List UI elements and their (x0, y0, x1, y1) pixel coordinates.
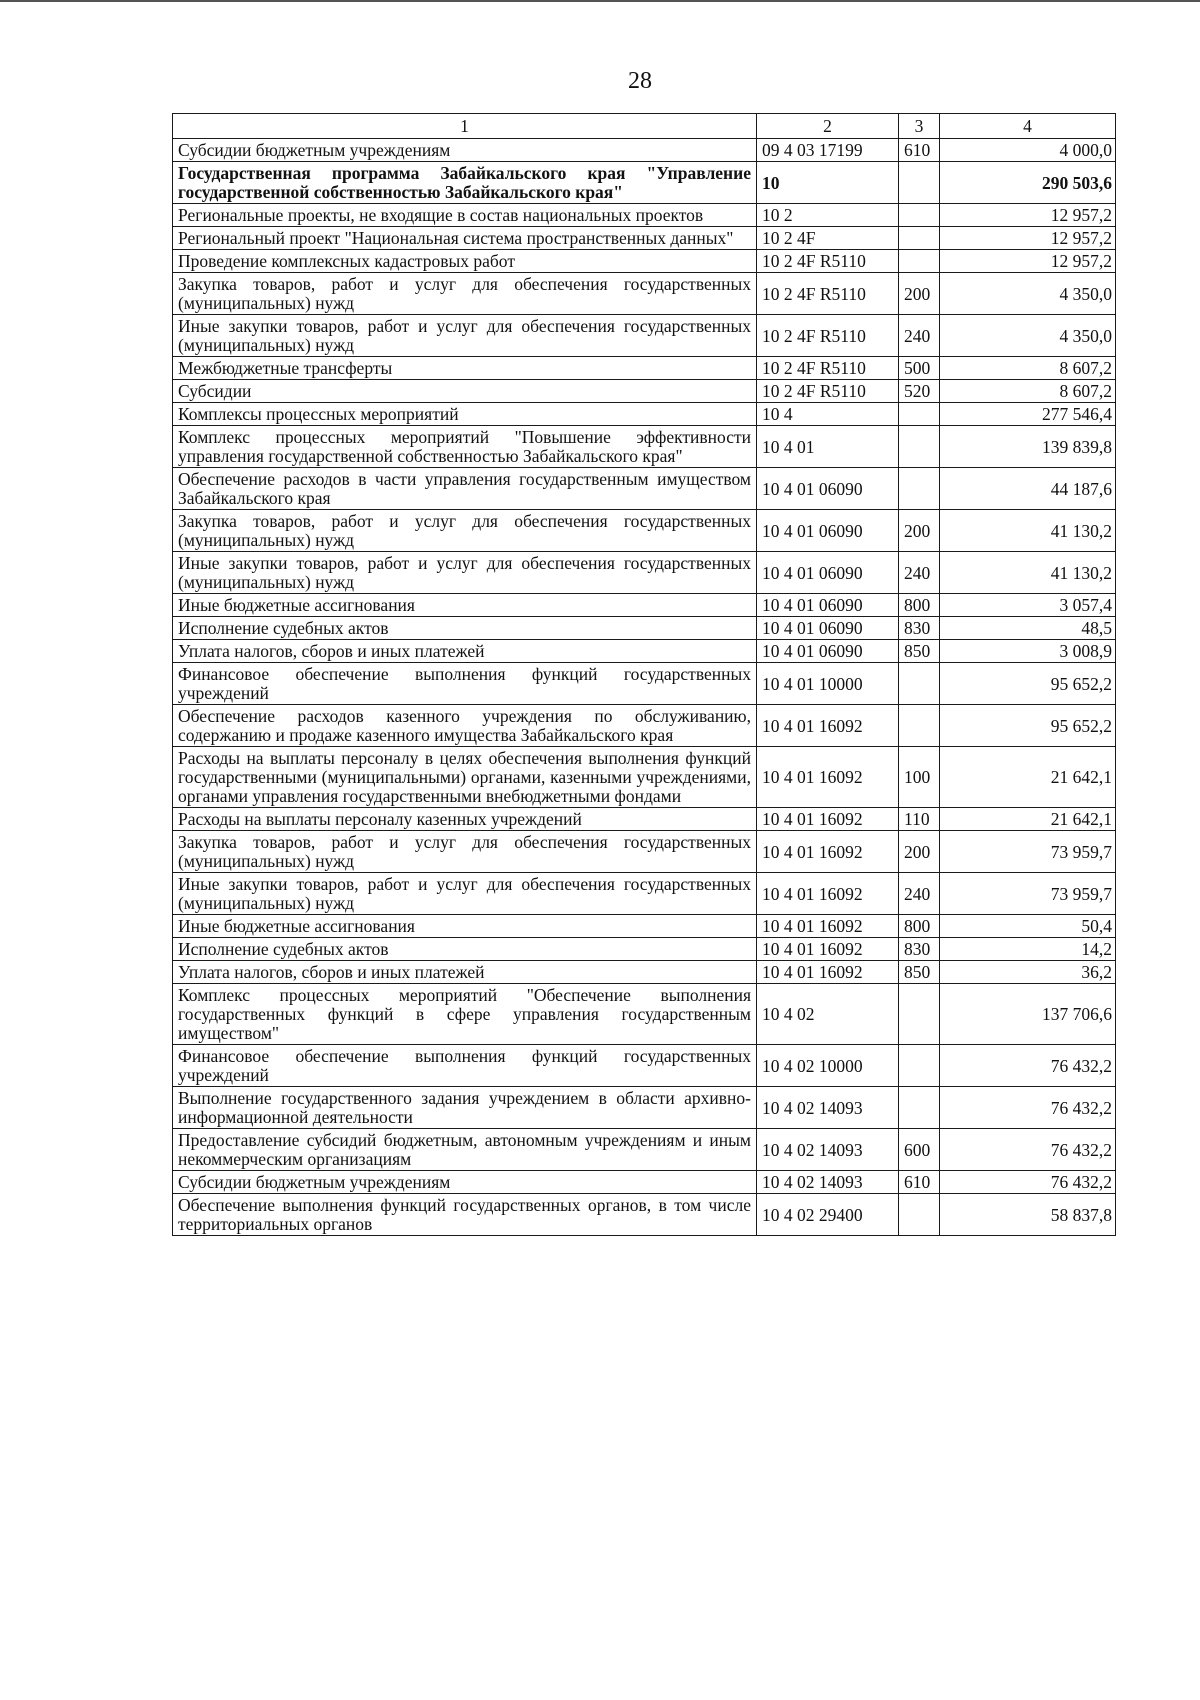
row-amount-cell: 41 130,2 (940, 552, 1116, 594)
row-expense-type-cell: 240 (899, 315, 940, 357)
row-name-cell: Субсидии бюджетным учреждениям (173, 139, 757, 162)
row-expense-type-cell: 200 (899, 510, 940, 552)
row-expense-type-cell: 800 (899, 915, 940, 938)
row-name-cell: Иные закупки товаров, работ и услуг для обеспечения государственных (муниципальных) нужд (173, 873, 757, 915)
row-expense-type-cell (899, 1087, 940, 1129)
row-amount-cell: 44 187,6 (940, 468, 1116, 510)
row-amount-cell: 95 652,2 (940, 705, 1116, 747)
row-name-cell: Уплата налогов, сборов и иных платежей (173, 640, 757, 663)
row-name-cell: Обеспечение расходов казенного учреждения по обслуживанию, содержанию и продаже казенного имущества Забайкальского края (173, 705, 757, 747)
row-name-cell: Иные бюджетные ассигнования (173, 594, 757, 617)
row-expense-type-cell: 830 (899, 617, 940, 640)
table-row (173, 227, 1116, 250)
table-row (173, 808, 1116, 831)
row-code-cell: 10 4 01 06090 (757, 594, 899, 617)
row-expense-type-cell (899, 250, 940, 273)
row-expense-type-cell: 610 (899, 1171, 940, 1194)
table-row (173, 640, 1116, 663)
row-code-cell: 09 4 03 17199 (757, 139, 899, 162)
row-name-cell: Финансовое обеспечение выполнения функций государственных учреждений (173, 663, 757, 705)
table-row (173, 162, 1116, 204)
table-row (173, 403, 1116, 426)
row-amount-cell: 76 432,2 (940, 1129, 1116, 1171)
row-name-cell: Расходы на выплаты персоналу казенных учреждений (173, 808, 757, 831)
row-code-cell: 10 2 4F R5110 (757, 357, 899, 380)
row-amount-cell: 14,2 (940, 938, 1116, 961)
row-code-cell: 10 4 01 06090 (757, 617, 899, 640)
row-name-cell: Закупка товаров, работ и услуг для обеспечения государственных (муниципальных) нужд (173, 831, 757, 873)
row-code-cell: 10 4 01 16092 (757, 938, 899, 961)
row-amount-cell: 21 642,1 (940, 808, 1116, 831)
row-amount-cell: 3 008,9 (940, 640, 1116, 663)
row-code-cell: 10 4 01 (757, 426, 899, 468)
row-amount-cell: 95 652,2 (940, 663, 1116, 705)
row-expense-type-cell (899, 705, 940, 747)
row-code-cell: 10 4 02 14093 (757, 1129, 899, 1171)
row-expense-type-cell (899, 663, 940, 705)
header-col-2: 2 (757, 114, 899, 139)
row-name-cell: Предоставление субсидий бюджетным, автономным учреждениям и иным некоммерческим организациям (173, 1129, 757, 1171)
row-amount-cell: 41 130,2 (940, 510, 1116, 552)
scan-edge-line (0, 0, 1200, 2)
row-expense-type-cell: 850 (899, 961, 940, 984)
table-row (173, 380, 1116, 403)
row-code-cell: 10 4 02 29400 (757, 1194, 899, 1236)
row-name-cell: Выполнение государственного задания учреждением в области архивно-информационной деятельности (173, 1087, 757, 1129)
row-name-cell: Финансовое обеспечение выполнения функций государственных учреждений (173, 1045, 757, 1087)
table-row (173, 250, 1116, 273)
row-name-cell: Иные закупки товаров, работ и услуг для обеспечения государственных (муниципальных) нужд (173, 315, 757, 357)
row-amount-cell: 4 000,0 (940, 139, 1116, 162)
row-name-cell: Региональный проект "Национальная система пространственных данных" (173, 227, 757, 250)
row-amount-cell: 8 607,2 (940, 380, 1116, 403)
row-code-cell: 10 4 01 10000 (757, 663, 899, 705)
table-row (173, 426, 1116, 468)
row-amount-cell: 4 350,0 (940, 315, 1116, 357)
table-row (173, 747, 1116, 808)
table-row (173, 1194, 1116, 1236)
row-expense-type-cell (899, 162, 940, 204)
table-row (173, 915, 1116, 938)
row-name-cell: Исполнение судебных актов (173, 617, 757, 640)
row-expense-type-cell: 500 (899, 357, 940, 380)
row-code-cell: 10 4 02 10000 (757, 1045, 899, 1087)
table-row (173, 617, 1116, 640)
row-expense-type-cell: 200 (899, 273, 940, 315)
table-row (173, 510, 1116, 552)
row-amount-cell: 277 546,4 (940, 403, 1116, 426)
row-name-cell: Закупка товаров, работ и услуг для обеспечения государственных (муниципальных) нужд (173, 273, 757, 315)
row-expense-type-cell: 610 (899, 139, 940, 162)
row-expense-type-cell: 800 (899, 594, 940, 617)
table-row (173, 594, 1116, 617)
table-row (173, 938, 1116, 961)
table-row (173, 831, 1116, 873)
row-name-cell: Комплекс процессных мероприятий "Повышение эффективности управления государственной собственностью Забайкальского края" (173, 426, 757, 468)
row-code-cell: 10 4 01 06090 (757, 552, 899, 594)
row-code-cell: 10 4 01 16092 (757, 873, 899, 915)
row-amount-cell: 3 057,4 (940, 594, 1116, 617)
row-name-cell: Субсидии бюджетным учреждениям (173, 1171, 757, 1194)
table-row (173, 1087, 1116, 1129)
table-row (173, 468, 1116, 510)
row-name-cell: Расходы на выплаты персоналу в целях обеспечения выполнения функций государственными (муниципальными) органами, казенными учреждениями, органами управления государственными внебюджетными фондами (173, 747, 757, 808)
row-name-cell: Комплекс процессных мероприятий "Обеспечение выполнения государственных функций в сфере управления государственным имуществом" (173, 984, 757, 1045)
row-code-cell: 10 4 01 16092 (757, 915, 899, 938)
row-name-cell: Межбюджетные трансферты (173, 357, 757, 380)
row-expense-type-cell (899, 204, 940, 227)
table-row (173, 873, 1116, 915)
table-row (173, 1045, 1116, 1087)
table-row (173, 139, 1116, 162)
table-row (173, 961, 1116, 984)
row-code-cell: 10 2 (757, 204, 899, 227)
row-amount-cell: 4 350,0 (940, 273, 1116, 315)
row-name-cell: Обеспечение расходов в части управления государственным имуществом Забайкальского края (173, 468, 757, 510)
row-expense-type-cell: 850 (899, 640, 940, 663)
row-code-cell: 10 2 4F (757, 227, 899, 250)
row-expense-type-cell (899, 1045, 940, 1087)
table-row (173, 357, 1116, 380)
row-expense-type-cell: 240 (899, 873, 940, 915)
row-expense-type-cell (899, 1194, 940, 1236)
table-row (173, 204, 1116, 227)
row-code-cell: 10 2 4F R5110 (757, 273, 899, 315)
row-expense-type-cell: 600 (899, 1129, 940, 1171)
row-code-cell: 10 4 01 16092 (757, 705, 899, 747)
row-amount-cell: 12 957,2 (940, 250, 1116, 273)
header-col-4: 4 (940, 114, 1116, 139)
row-code-cell: 10 4 01 16092 (757, 747, 899, 808)
table-row (173, 663, 1116, 705)
table-row (173, 984, 1116, 1045)
budget-table (172, 113, 1116, 1236)
row-name-cell: Уплата налогов, сборов и иных платежей (173, 961, 757, 984)
row-code-cell: 10 (757, 162, 899, 204)
row-amount-cell: 139 839,8 (940, 426, 1116, 468)
row-expense-type-cell: 110 (899, 808, 940, 831)
row-name-cell: Исполнение судебных актов (173, 938, 757, 961)
row-name-cell: Иные бюджетные ассигнования (173, 915, 757, 938)
row-expense-type-cell (899, 403, 940, 426)
page-number: 28 (628, 68, 652, 94)
row-amount-cell: 76 432,2 (940, 1171, 1116, 1194)
table-row (173, 1171, 1116, 1194)
row-amount-cell: 290 503,6 (940, 162, 1116, 204)
row-code-cell: 10 4 01 06090 (757, 640, 899, 663)
row-code-cell: 10 4 01 06090 (757, 468, 899, 510)
row-expense-type-cell (899, 468, 940, 510)
table-row (173, 315, 1116, 357)
row-code-cell: 10 2 4F R5110 (757, 380, 899, 403)
row-expense-type-cell (899, 984, 940, 1045)
row-amount-cell: 58 837,8 (940, 1194, 1116, 1236)
row-code-cell: 10 2 4F R5110 (757, 315, 899, 357)
row-expense-type-cell: 520 (899, 380, 940, 403)
row-amount-cell: 73 959,7 (940, 831, 1116, 873)
row-expense-type-cell (899, 426, 940, 468)
row-amount-cell: 50,4 (940, 915, 1116, 938)
row-code-cell: 10 4 01 16092 (757, 808, 899, 831)
row-expense-type-cell: 200 (899, 831, 940, 873)
row-name-cell: Комплексы процессных мероприятий (173, 403, 757, 426)
row-amount-cell: 137 706,6 (940, 984, 1116, 1045)
row-code-cell: 10 4 02 14093 (757, 1171, 899, 1194)
row-name-cell: Обеспечение выполнения функций государственных органов, в том числе территориальных органов (173, 1194, 757, 1236)
row-code-cell: 10 4 01 16092 (757, 961, 899, 984)
row-expense-type-cell (899, 227, 940, 250)
row-amount-cell: 76 432,2 (940, 1045, 1116, 1087)
table-row (173, 552, 1116, 594)
row-expense-type-cell: 240 (899, 552, 940, 594)
row-code-cell: 10 4 01 16092 (757, 831, 899, 873)
table-row (173, 705, 1116, 747)
row-name-cell: Региональные проекты, не входящие в состав национальных проектов (173, 204, 757, 227)
table-row (173, 273, 1116, 315)
row-amount-cell: 73 959,7 (940, 873, 1116, 915)
row-amount-cell: 8 607,2 (940, 357, 1116, 380)
row-expense-type-cell: 830 (899, 938, 940, 961)
header-col-1: 1 (173, 114, 757, 139)
budget-table-body (173, 114, 1116, 1236)
row-code-cell: 10 4 02 (757, 984, 899, 1045)
row-code-cell: 10 4 (757, 403, 899, 426)
row-amount-cell: 36,2 (940, 961, 1116, 984)
header-col-3: 3 (899, 114, 940, 139)
row-amount-cell: 12 957,2 (940, 227, 1116, 250)
row-name-cell: Государственная программа Забайкальского края "Управление государственной собственностью Забайкальского края" (173, 162, 757, 204)
row-name-cell: Проведение комплексных кадастровых работ (173, 250, 757, 273)
row-name-cell: Закупка товаров, работ и услуг для обеспечения государственных (муниципальных) нужд (173, 510, 757, 552)
row-expense-type-cell: 100 (899, 747, 940, 808)
row-code-cell: 10 2 4F R5110 (757, 250, 899, 273)
row-amount-cell: 48,5 (940, 617, 1116, 640)
row-code-cell: 10 4 01 06090 (757, 510, 899, 552)
row-amount-cell: 76 432,2 (940, 1087, 1116, 1129)
table-header-row (173, 114, 1116, 139)
row-name-cell: Иные закупки товаров, работ и услуг для обеспечения государственных (муниципальных) нужд (173, 552, 757, 594)
table-row (173, 1129, 1116, 1171)
row-amount-cell: 12 957,2 (940, 204, 1116, 227)
row-code-cell: 10 4 02 14093 (757, 1087, 899, 1129)
row-amount-cell: 21 642,1 (940, 747, 1116, 808)
row-name-cell: Субсидии (173, 380, 757, 403)
